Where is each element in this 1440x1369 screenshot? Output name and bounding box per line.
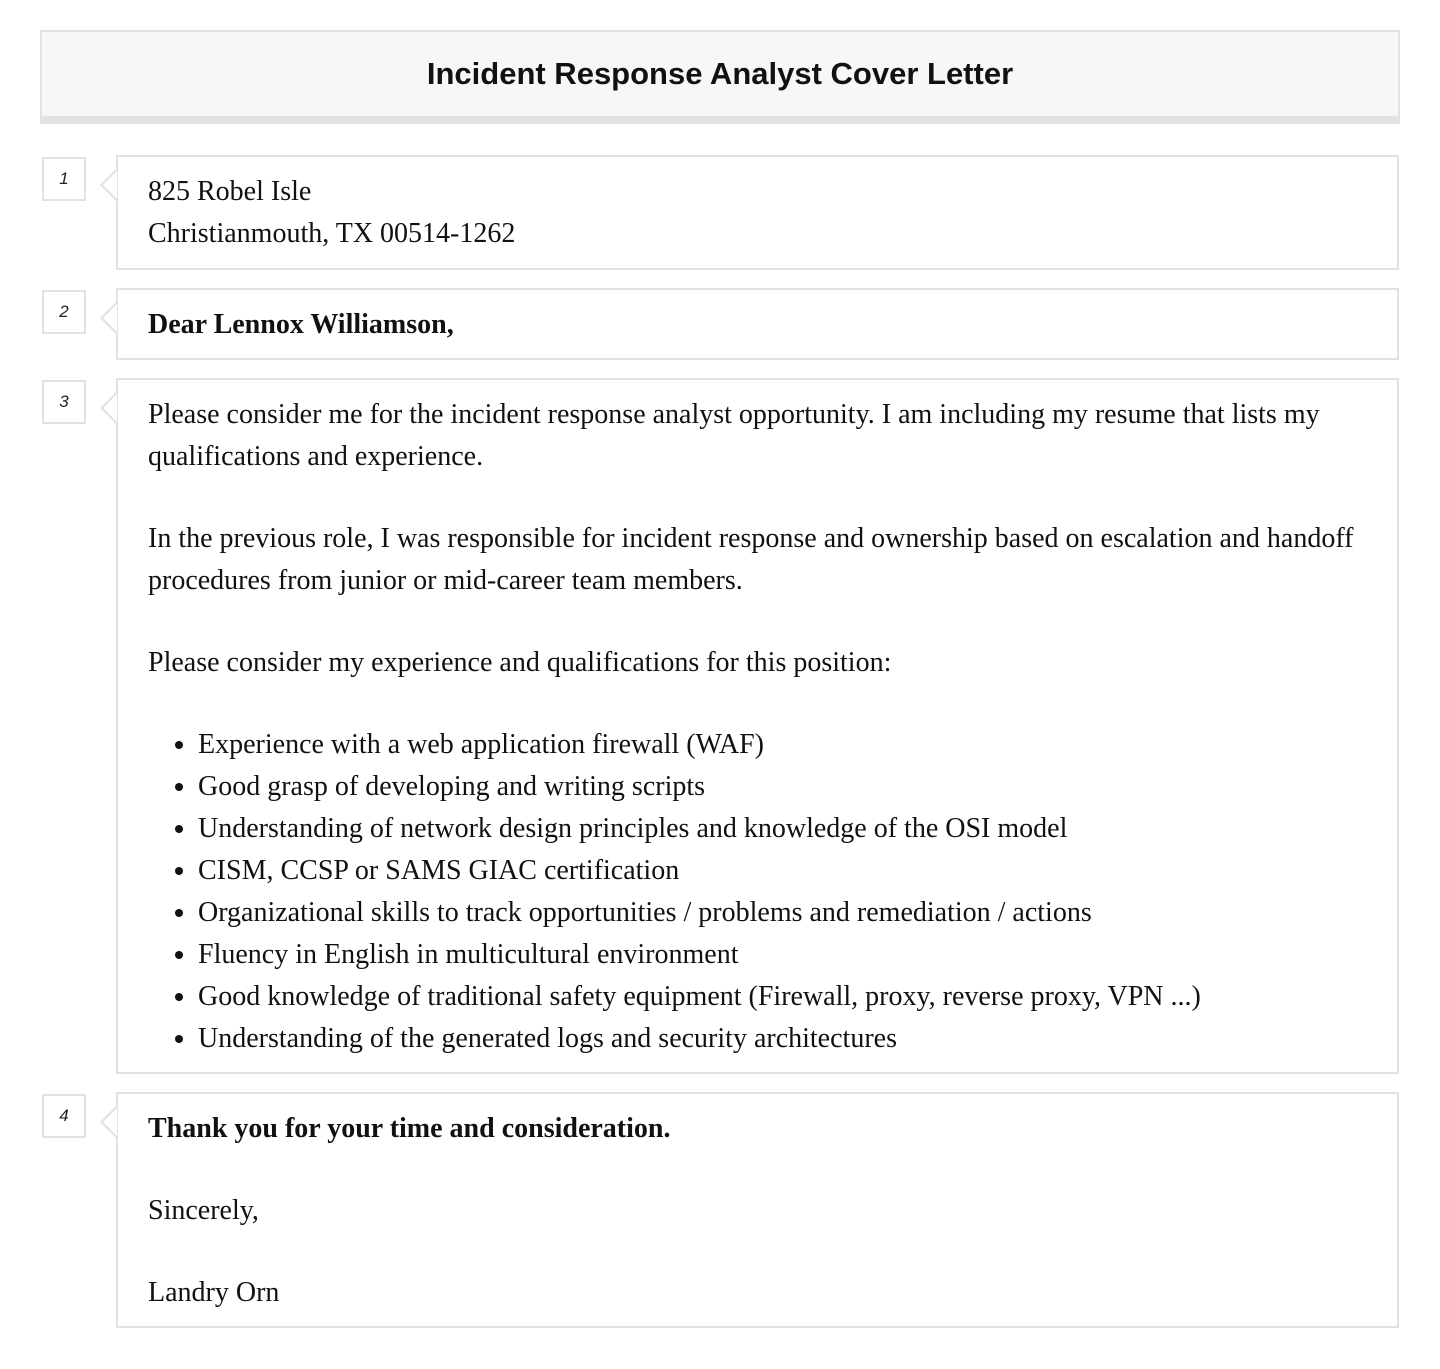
section-number-2: 2 bbox=[42, 290, 86, 334]
body-paragraph-2: In the previous role, I was responsible for incident response and ownership based on escalation and handoff procedures from junior or mid-career team members. bbox=[148, 523, 1354, 596]
qualifications-list bbox=[148, 724, 1367, 1060]
list-item: • Fluency in English in multicultural environment bbox=[198, 934, 1367, 976]
thanks-line: Thank you for your time and consideration. bbox=[148, 1113, 671, 1144]
list-item: • Organizational skills to track opportunities / problems and remediation / actions bbox=[198, 892, 1367, 934]
address-line-1: 825 Robel Isle bbox=[148, 176, 312, 207]
address-line-2: Christianmouth, TX 00514-1262 bbox=[148, 218, 516, 249]
list-item: • CISM, CCSP or SAMS GIAC certification bbox=[198, 850, 1367, 892]
title-bar bbox=[40, 30, 1400, 124]
list-item: • Understanding of the generated logs and security architectures bbox=[198, 1018, 1367, 1060]
address-card bbox=[116, 155, 1399, 270]
list-item: • Experience with a web application firewall (WAF) bbox=[198, 724, 1367, 766]
closing-card bbox=[116, 1092, 1399, 1328]
section-number-1: 1 bbox=[42, 157, 86, 201]
greeting: Dear Lennox Williamson, bbox=[148, 309, 454, 340]
body-paragraph-3: Please consider my experience and qualifications for this position: bbox=[148, 647, 892, 678]
page-title: Incident Response Analyst Cover Letter bbox=[426, 56, 1014, 91]
section-number-3: 3 bbox=[42, 380, 86, 424]
greeting-card bbox=[116, 288, 1399, 360]
list-item: • Understanding of network design principles and knowledge of the OSI model bbox=[198, 808, 1367, 850]
signature: Landry Orn bbox=[148, 1277, 280, 1308]
list-item: • Good knowledge of traditional safety equipment (Firewall, proxy, reverse proxy, VPN ...) bbox=[198, 976, 1367, 1018]
address-block bbox=[148, 171, 1367, 255]
body-card bbox=[116, 378, 1399, 1074]
closing-line: Sincerely, bbox=[148, 1195, 259, 1226]
list-item: • Good grasp of developing and writing scripts bbox=[198, 766, 1367, 808]
section-number-4: 4 bbox=[42, 1094, 86, 1138]
body-paragraph-1: Please consider me for the incident response analyst opportunity. I am including my resume that lists my qualifications and experience. bbox=[148, 399, 1320, 472]
